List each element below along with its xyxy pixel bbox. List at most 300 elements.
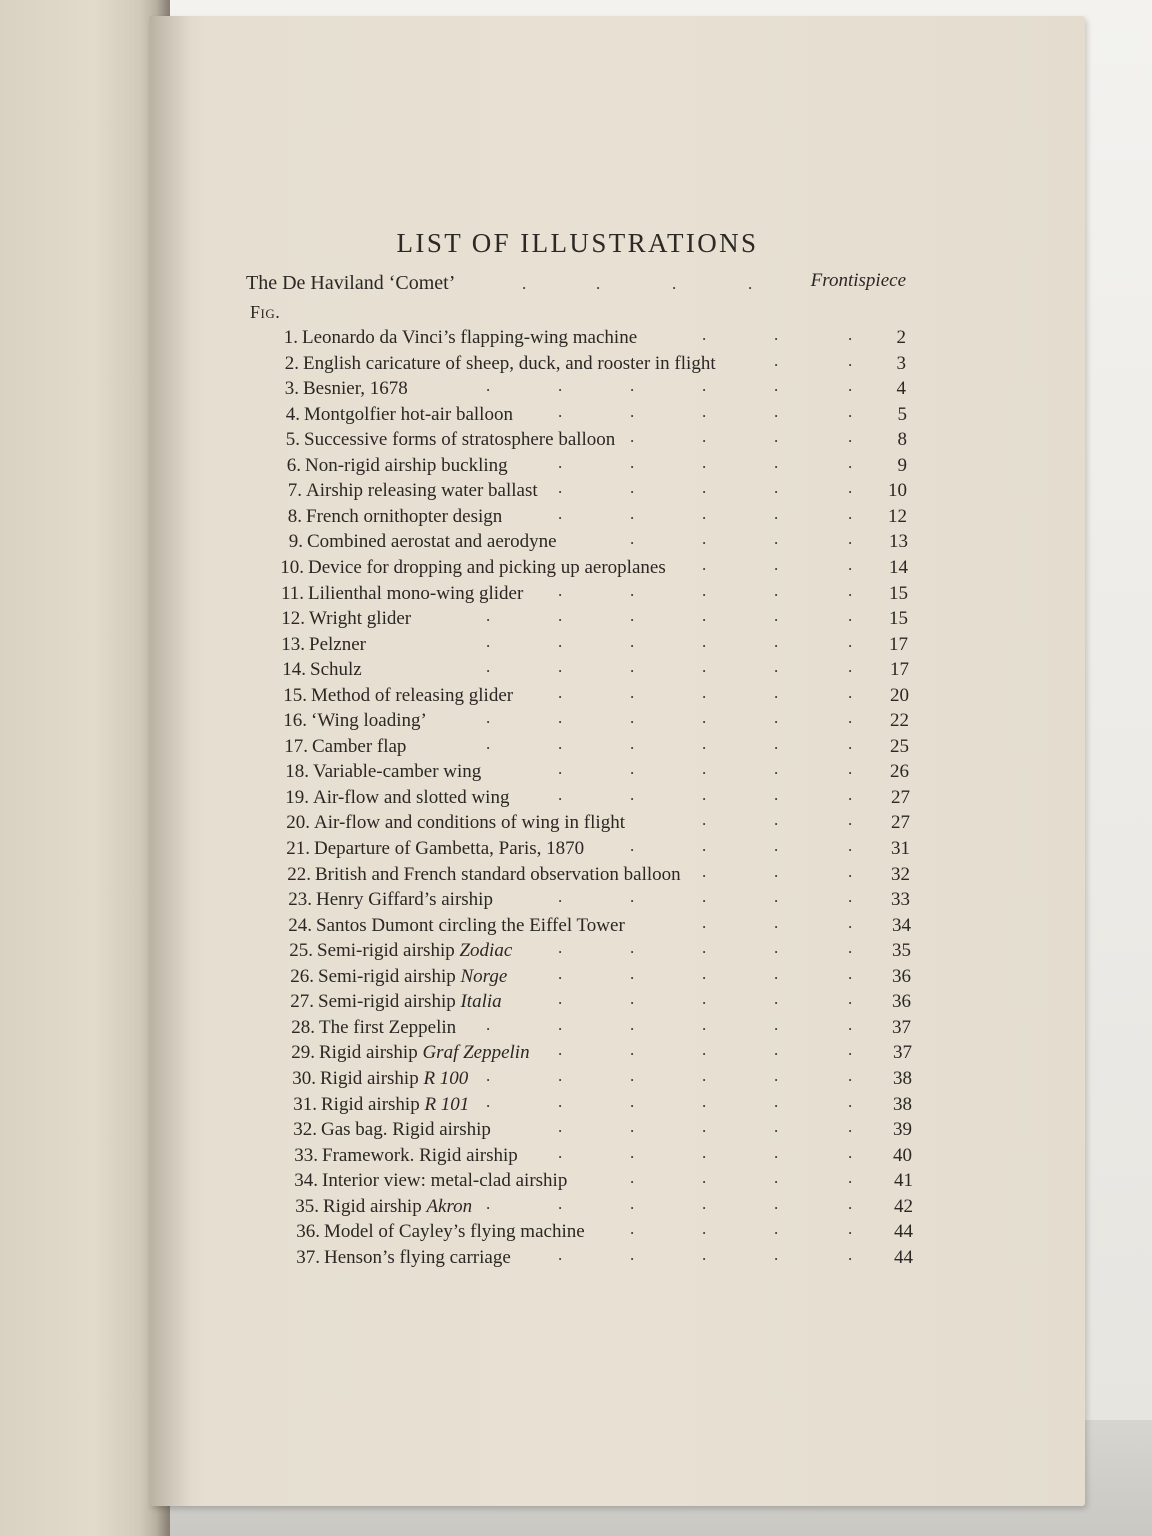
leader-dot: . bbox=[558, 964, 563, 983]
leader-dot: . bbox=[630, 504, 635, 523]
leader-dot: . bbox=[848, 1219, 853, 1238]
leader-dot: . bbox=[848, 1194, 853, 1213]
figure-page-number: 5 bbox=[897, 404, 907, 425]
leader-dot: . bbox=[774, 938, 779, 957]
figure-title bbox=[311, 685, 513, 707]
leader-dot: . bbox=[558, 1040, 563, 1059]
figure-title bbox=[305, 455, 508, 477]
leader-dot: . bbox=[774, 708, 779, 727]
list-item bbox=[284, 1247, 913, 1271]
leader-dot: . bbox=[558, 606, 563, 625]
figure-title bbox=[317, 940, 512, 962]
figure-number: 34. bbox=[294, 1170, 318, 1191]
list-item bbox=[262, 327, 906, 351]
figure-title bbox=[302, 327, 637, 349]
leader-dot: . bbox=[558, 1143, 563, 1162]
leader-dot: . bbox=[702, 836, 707, 855]
figure-page-number: 27 bbox=[891, 787, 910, 808]
leader-dot: . bbox=[630, 1219, 635, 1238]
leader-dot: . bbox=[774, 581, 779, 600]
leader-dot: . bbox=[630, 1117, 635, 1136]
figure-title-text: Lilienthal mono-wing glider bbox=[308, 583, 524, 604]
figure-page-number: 38 bbox=[893, 1068, 912, 1089]
figure-page-number: 26 bbox=[890, 761, 909, 782]
leader-dot: . bbox=[774, 1066, 779, 1085]
figure-number: 1. bbox=[283, 327, 298, 348]
leader-dot: . bbox=[702, 325, 707, 344]
figure-page-number: 13 bbox=[889, 531, 908, 552]
leader-dot: . bbox=[630, 581, 635, 600]
figure-title bbox=[304, 429, 615, 451]
figure-title bbox=[311, 710, 427, 732]
leader-dot: . bbox=[630, 683, 635, 702]
figure-title-text: ‘Wing loading’ bbox=[311, 710, 427, 731]
list-item bbox=[278, 966, 911, 990]
figure-title bbox=[303, 378, 408, 400]
leader-dot: . bbox=[774, 1168, 779, 1187]
leader-dot: . bbox=[774, 427, 779, 446]
figure-number: 30. bbox=[292, 1068, 316, 1089]
leader-dot: . bbox=[702, 1040, 707, 1059]
figure-title bbox=[321, 1094, 469, 1116]
leader-dot: . bbox=[702, 606, 707, 625]
list-item bbox=[282, 1170, 913, 1194]
leader-dot: . bbox=[558, 1194, 563, 1213]
leader-dot: . bbox=[848, 913, 853, 932]
leader-dot: . bbox=[774, 887, 779, 906]
leader-dot: . bbox=[558, 708, 563, 727]
leader-dot: . bbox=[486, 708, 491, 727]
figure-title bbox=[313, 787, 509, 809]
leader-dot: . bbox=[848, 351, 853, 370]
leader-dot: . bbox=[702, 989, 707, 1008]
leader-dot: . bbox=[774, 632, 779, 651]
figure-number: 20. bbox=[286, 812, 310, 833]
leader-dot: . bbox=[702, 1092, 707, 1111]
leader-dot: . bbox=[702, 1168, 707, 1187]
list-item bbox=[279, 1042, 912, 1066]
leader-dot: . bbox=[848, 1066, 853, 1085]
figure-title-text: Schulz bbox=[310, 659, 362, 680]
leader-dot: . bbox=[486, 657, 491, 676]
figure-title-text: Rigid airship bbox=[320, 1068, 424, 1089]
leader-dot: . bbox=[848, 606, 853, 625]
figure-number: 16. bbox=[283, 710, 307, 731]
list-item bbox=[282, 1145, 912, 1169]
figure-title-text: Henson’s flying carriage bbox=[324, 1247, 511, 1268]
leader-dot: . bbox=[848, 1245, 853, 1264]
frontispiece-label: The De Haviland ‘Comet’ bbox=[246, 272, 456, 294]
figure-page-number: 31 bbox=[891, 838, 910, 859]
figure-title-text: Combined aerostat and aerodyne bbox=[307, 531, 557, 552]
leader-dot: . bbox=[848, 1015, 853, 1034]
list-item bbox=[283, 1196, 913, 1220]
figure-title-text: Rigid airship bbox=[321, 1094, 425, 1115]
leader-dot: . bbox=[558, 376, 563, 395]
figure-title-text: Variable-camber wing bbox=[313, 761, 482, 782]
figure-page-number: 36 bbox=[892, 966, 911, 987]
leader-dot: . bbox=[774, 1015, 779, 1034]
figure-title bbox=[320, 1068, 468, 1090]
figure-number: 5. bbox=[285, 429, 300, 450]
leader-dot: . bbox=[774, 351, 779, 370]
leader-dot: . bbox=[558, 887, 563, 906]
figure-number: 29. bbox=[291, 1042, 315, 1063]
leader-dot: . bbox=[702, 1219, 707, 1238]
leader-dot: . bbox=[774, 1194, 779, 1213]
figure-number: 17. bbox=[284, 736, 308, 757]
figure-title-text: Interior view: metal-clad airship bbox=[322, 1170, 568, 1191]
figure-title-italic: Italia bbox=[460, 991, 502, 1012]
leader-dot: . bbox=[702, 657, 707, 676]
figure-title bbox=[309, 634, 366, 656]
leader-dot: . bbox=[702, 938, 707, 957]
figure-title-text: Device for dropping and picking up aeroplanes bbox=[308, 557, 666, 578]
leader-dot: . bbox=[848, 964, 853, 983]
leader-dot: . bbox=[630, 708, 635, 727]
leader-dot: . bbox=[848, 657, 853, 676]
figure-title bbox=[322, 1170, 567, 1192]
leader-dot: . bbox=[774, 759, 779, 778]
figure-title bbox=[308, 583, 523, 605]
figure-number: 10. bbox=[280, 557, 304, 578]
figure-title-text: Semi-rigid airship bbox=[318, 991, 461, 1012]
list-item bbox=[264, 404, 907, 428]
figure-page-number: 2 bbox=[896, 327, 906, 348]
figure-number: 15. bbox=[283, 685, 307, 706]
leader-dot: . bbox=[630, 376, 635, 395]
figure-title bbox=[306, 506, 502, 528]
leader-dot: . bbox=[848, 376, 853, 395]
leader-dot: . bbox=[630, 402, 635, 421]
leader-dot: . bbox=[486, 734, 491, 753]
list-item bbox=[276, 915, 911, 939]
leader-dot: . bbox=[558, 478, 563, 497]
leader-dot: . bbox=[630, 453, 635, 472]
leader-dot: . bbox=[558, 938, 563, 957]
leader-dot: . bbox=[630, 1040, 635, 1059]
figure-title bbox=[307, 531, 557, 553]
leader-dot: . bbox=[486, 1015, 491, 1034]
figure-title-text: British and French standard observation balloon bbox=[315, 864, 681, 885]
figure-title-text: Airship releasing water ballast bbox=[306, 480, 538, 501]
figure-title-italic: Norge bbox=[460, 966, 508, 987]
leader-dot: . bbox=[848, 708, 853, 727]
leader-dot: . bbox=[848, 632, 853, 651]
leader-dot: . bbox=[558, 1245, 563, 1264]
figure-page-number: 41 bbox=[894, 1170, 913, 1191]
leader-dot: . bbox=[558, 581, 563, 600]
leader-dot: . bbox=[558, 402, 563, 421]
leader-dot: . bbox=[848, 989, 853, 1008]
figure-page-number: 17 bbox=[890, 659, 909, 680]
leader-dot: . bbox=[774, 325, 779, 344]
leader-dot: . bbox=[630, 1143, 635, 1162]
leader-dot: . bbox=[848, 1168, 853, 1187]
leader-dot: . bbox=[848, 887, 853, 906]
leader-dot: . bbox=[848, 325, 853, 344]
figure-page-number: 40 bbox=[893, 1145, 912, 1166]
leader-dot: . bbox=[774, 734, 779, 753]
leader-dot: . bbox=[630, 1015, 635, 1034]
figure-title-text: The first Zeppelin bbox=[319, 1017, 457, 1038]
leader-dot: . bbox=[702, 1066, 707, 1085]
list-item bbox=[270, 659, 909, 683]
leader-dot: . bbox=[558, 1066, 563, 1085]
leader-dot: . bbox=[522, 274, 527, 293]
figure-title-text: Successive forms of stratosphere balloon bbox=[304, 429, 616, 450]
leader-dot: . bbox=[702, 1117, 707, 1136]
leader-dot: . bbox=[774, 683, 779, 702]
leader-dot: . bbox=[702, 964, 707, 983]
figure-number: 18. bbox=[285, 761, 309, 782]
leader-dot: . bbox=[848, 810, 853, 829]
leader-dot: . bbox=[558, 632, 563, 651]
leader-dot: . bbox=[486, 1194, 491, 1213]
leader-dot: . bbox=[702, 759, 707, 778]
figure-number: 26. bbox=[290, 966, 314, 987]
figure-number: 2. bbox=[284, 353, 299, 374]
leader-dot: . bbox=[702, 555, 707, 574]
leader-dot: . bbox=[774, 836, 779, 855]
figure-page-number: 10 bbox=[888, 480, 907, 501]
leader-dot: . bbox=[702, 1194, 707, 1213]
leader-dot: . bbox=[630, 836, 635, 855]
figure-title bbox=[322, 1145, 518, 1167]
leader-dot: . bbox=[774, 402, 779, 421]
figure-title bbox=[319, 1042, 530, 1064]
figure-page-number: 44 bbox=[894, 1221, 913, 1242]
list-item bbox=[263, 353, 906, 377]
figure-number: 36. bbox=[296, 1221, 320, 1242]
figure-title-text: Air-flow and conditions of wing in flight bbox=[314, 812, 625, 833]
leader-dot: . bbox=[702, 862, 707, 881]
list-item bbox=[281, 1094, 912, 1118]
leader-dot: . bbox=[558, 683, 563, 702]
leader-dot: . bbox=[774, 862, 779, 881]
figure-title bbox=[315, 864, 681, 886]
figure-number: 6. bbox=[286, 455, 301, 476]
figure-title-text: Wright glider bbox=[309, 608, 412, 629]
figure-title bbox=[318, 966, 507, 988]
leader-dot: . bbox=[774, 810, 779, 829]
figure-page-number: 27 bbox=[891, 812, 910, 833]
figure-page-number: 38 bbox=[893, 1094, 912, 1115]
figure-number: 9. bbox=[288, 531, 303, 552]
leader-dot: . bbox=[486, 1092, 491, 1111]
leader-dot: . bbox=[486, 632, 491, 651]
leader-dot: . bbox=[774, 989, 779, 1008]
figure-page-number: 39 bbox=[893, 1119, 912, 1140]
figure-number: 21. bbox=[286, 838, 310, 859]
figure-title bbox=[316, 915, 625, 937]
fig-heading: Fig. bbox=[250, 302, 281, 322]
leader-dot: . bbox=[848, 453, 853, 472]
leader-dot: . bbox=[702, 529, 707, 548]
leader-dot: . bbox=[774, 376, 779, 395]
figure-page-number: 42 bbox=[894, 1196, 913, 1217]
leader-dot: . bbox=[774, 1092, 779, 1111]
figure-title-italic: Akron bbox=[426, 1196, 473, 1217]
list-item bbox=[271, 685, 909, 709]
leader-dot: . bbox=[848, 402, 853, 421]
leader-dot: . bbox=[630, 759, 635, 778]
figure-title-text: Gas bag. Rigid airship bbox=[321, 1119, 491, 1140]
list-item bbox=[277, 940, 911, 964]
figure-page-number: 4 bbox=[896, 378, 906, 399]
figure-title bbox=[308, 557, 666, 579]
leader-dot: . bbox=[774, 453, 779, 472]
figure-title bbox=[309, 608, 411, 630]
leader-dot: . bbox=[702, 1245, 707, 1264]
figure-page-number: 17 bbox=[889, 634, 908, 655]
leader-dot: . bbox=[702, 785, 707, 804]
figure-title bbox=[312, 736, 406, 758]
leader-dot: . bbox=[558, 734, 563, 753]
leader-dot: . bbox=[630, 529, 635, 548]
leader-dot: . bbox=[848, 1040, 853, 1059]
figure-page-number: 34 bbox=[892, 915, 911, 936]
figure-title bbox=[313, 761, 481, 783]
leader-dot: . bbox=[630, 657, 635, 676]
list-item bbox=[281, 1119, 912, 1143]
list-item bbox=[265, 455, 907, 479]
leader-dot: . bbox=[848, 504, 853, 523]
leader-dot: . bbox=[558, 453, 563, 472]
leader-dot: . bbox=[774, 1040, 779, 1059]
leader-dot: . bbox=[630, 1194, 635, 1213]
leader-dot: . bbox=[630, 1168, 635, 1187]
figure-title-text: Besnier, 1678 bbox=[303, 378, 408, 399]
leader-dot: . bbox=[848, 785, 853, 804]
list-item bbox=[267, 531, 908, 555]
leader-dot: . bbox=[630, 606, 635, 625]
leader-dot: . bbox=[630, 478, 635, 497]
leader-dot: . bbox=[774, 1117, 779, 1136]
figure-title-text: Leonardo da Vinci’s flapping-wing machine bbox=[302, 327, 638, 348]
figure-number: 3. bbox=[284, 378, 299, 399]
leader-dot: . bbox=[702, 453, 707, 472]
figure-page-number: 15 bbox=[889, 608, 908, 629]
leader-dot: . bbox=[848, 759, 853, 778]
figure-title-text: Pelzner bbox=[309, 634, 366, 655]
figure-number: 12. bbox=[281, 608, 305, 629]
leader-dot: . bbox=[774, 913, 779, 932]
leader-dot: . bbox=[702, 427, 707, 446]
list-item bbox=[273, 787, 910, 811]
list-item bbox=[276, 889, 910, 913]
list-item bbox=[274, 812, 910, 836]
figure-title bbox=[318, 991, 502, 1013]
leader-dot: . bbox=[774, 1143, 779, 1162]
leader-dot: . bbox=[702, 402, 707, 421]
leader-dot: . bbox=[702, 887, 707, 906]
figure-title-italic: R 101 bbox=[424, 1094, 470, 1115]
figure-number: 23. bbox=[288, 889, 312, 910]
figure-title-text: Model of Cayley’s flying machine bbox=[324, 1221, 585, 1242]
list-item bbox=[272, 736, 909, 760]
figure-number: 27. bbox=[290, 991, 314, 1012]
leader-dot: . bbox=[702, 810, 707, 829]
leader-dot: . bbox=[774, 1219, 779, 1238]
figure-title-text: Semi-rigid airship bbox=[318, 966, 461, 987]
leader-dot: . bbox=[848, 734, 853, 753]
figure-number: 33. bbox=[294, 1145, 318, 1166]
figure-title-italic: Zodiac bbox=[459, 940, 513, 961]
leader-dot: . bbox=[702, 734, 707, 753]
figure-title bbox=[306, 480, 538, 502]
list-item bbox=[269, 634, 908, 658]
leader-dot: . bbox=[630, 632, 635, 651]
leader-dot: . bbox=[630, 427, 635, 446]
list-item bbox=[268, 557, 908, 581]
leader-dot: . bbox=[702, 913, 707, 932]
figure-number: 8. bbox=[287, 506, 302, 527]
figure-page-number: 37 bbox=[892, 1017, 911, 1038]
leader-dot: . bbox=[774, 555, 779, 574]
figure-title bbox=[319, 1017, 456, 1039]
figure-title bbox=[314, 838, 584, 860]
leader-dot: . bbox=[848, 862, 853, 881]
leader-dot: . bbox=[558, 504, 563, 523]
figure-page-number: 35 bbox=[892, 940, 911, 961]
leader-dot: . bbox=[486, 376, 491, 395]
figure-number: 37. bbox=[296, 1247, 320, 1268]
figure-number: 11. bbox=[280, 583, 304, 604]
list-item bbox=[268, 583, 908, 607]
leader-dot: . bbox=[558, 1117, 563, 1136]
figure-number: 28. bbox=[291, 1017, 315, 1038]
leader-dot: . bbox=[848, 427, 853, 446]
leader-dot: . bbox=[848, 555, 853, 574]
leader-dot: . bbox=[848, 478, 853, 497]
leader-dot: . bbox=[630, 734, 635, 753]
figure-title bbox=[323, 1196, 472, 1218]
leader-dot: . bbox=[558, 1092, 563, 1111]
figure-page-number: 20 bbox=[890, 685, 909, 706]
figure-title-text: Non-rigid airship buckling bbox=[305, 455, 508, 476]
figure-title bbox=[316, 889, 493, 911]
leader-dot: . bbox=[848, 1117, 853, 1136]
leader-dot: . bbox=[848, 683, 853, 702]
figure-page-number: 8 bbox=[897, 429, 907, 450]
leader-dot: . bbox=[672, 274, 677, 293]
leader-dot: . bbox=[774, 478, 779, 497]
list-item bbox=[271, 710, 909, 734]
leader-dot: . bbox=[848, 938, 853, 957]
leader-dot: . bbox=[702, 708, 707, 727]
figure-page-number: 25 bbox=[890, 736, 909, 757]
figure-title-text: Henry Giffard’s airship bbox=[316, 889, 493, 910]
figure-page-number: 44 bbox=[894, 1247, 913, 1268]
list-item bbox=[273, 761, 909, 785]
leader-dot: . bbox=[630, 1092, 635, 1111]
leader-dot: . bbox=[702, 581, 707, 600]
leader-dot: . bbox=[702, 683, 707, 702]
leader-dot: . bbox=[486, 606, 491, 625]
figure-title-text: French ornithopter design bbox=[306, 506, 503, 527]
leader-dot: . bbox=[596, 274, 601, 293]
figure-number: 24. bbox=[288, 915, 312, 936]
figure-title-text: Montgolfier hot-air balloon bbox=[304, 404, 513, 425]
figure-title bbox=[304, 404, 513, 426]
figure-title-text: Camber flap bbox=[312, 736, 407, 757]
figure-page-number: 12 bbox=[888, 506, 907, 527]
leader-dot: . bbox=[774, 606, 779, 625]
figure-number: 22. bbox=[287, 864, 311, 885]
leader-dot: . bbox=[558, 785, 563, 804]
figure-number: 14. bbox=[282, 659, 306, 680]
